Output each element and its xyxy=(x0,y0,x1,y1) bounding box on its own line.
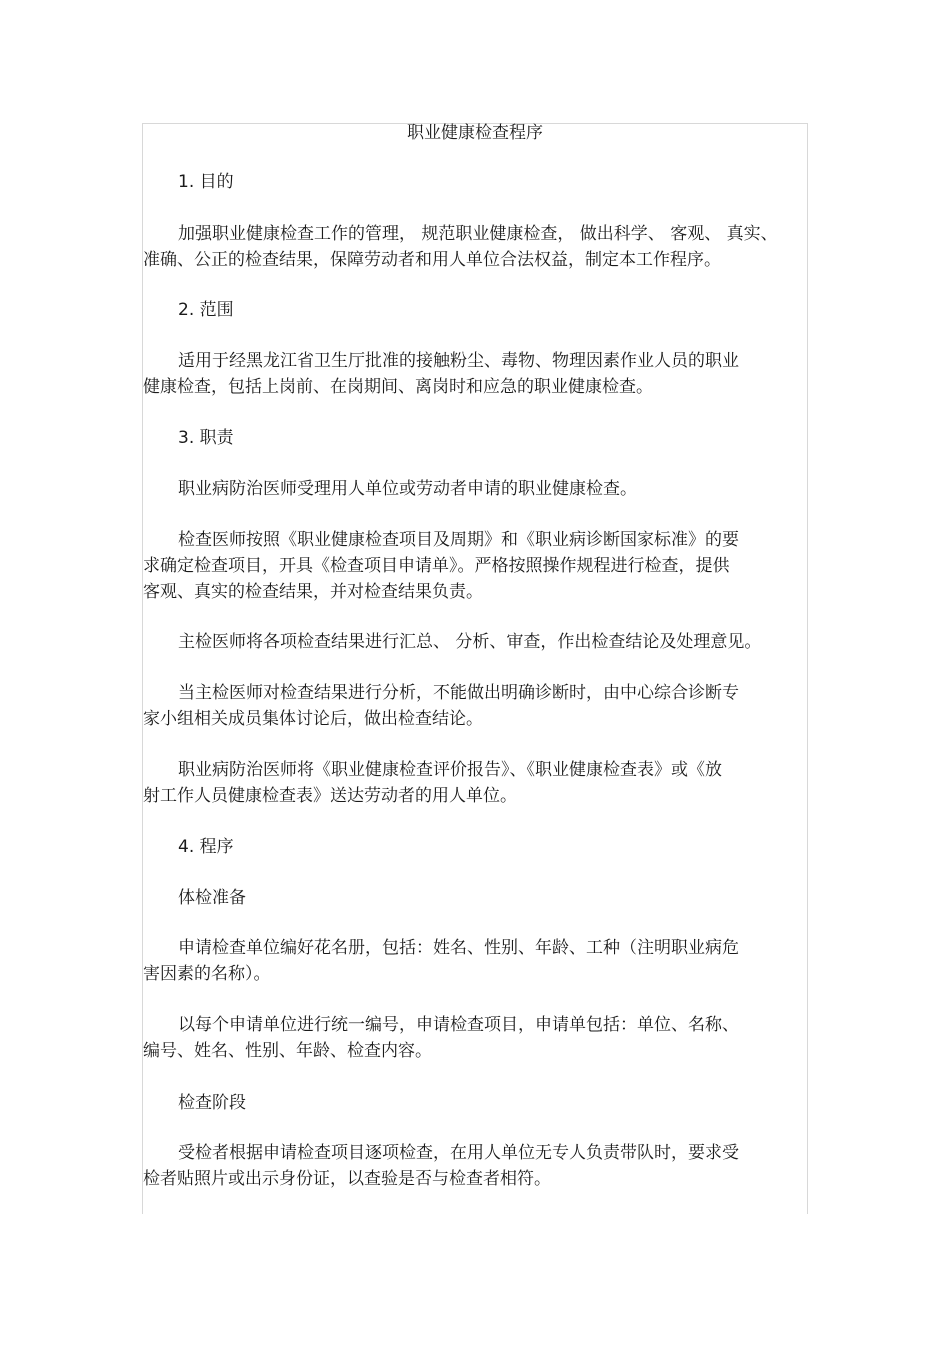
text-line: 申请检查单位编好花名册，包括：姓名、性别、年龄、工种（注明职业病危 xyxy=(178,938,739,958)
text-line: 编号、姓名、性别、年龄、检查内容。 xyxy=(143,1041,432,1061)
section-4-subheading-preparation: 体检准备 xyxy=(178,888,246,908)
text-line: 健康检查，包括上岗前、在岗期间、离岗时和应急的职业健康检查。 xyxy=(143,377,653,397)
text-line: 准确、公正的检查结果，保障劳动者和用人单位合法权益，制定本工作程序。 xyxy=(143,250,721,270)
section-4-subheading-examination: 检查阶段 xyxy=(178,1093,246,1113)
text-line: 射工作人员健康检查表》送达劳动者的用人单位。 xyxy=(143,786,517,806)
section-2-paragraph xyxy=(143,348,813,400)
text-line: 害因素的名称）。 xyxy=(143,964,271,984)
section-1-heading: 1. 目的 xyxy=(178,172,234,192)
section-4-paragraph-3 xyxy=(143,1140,813,1192)
text-line: 职业病防治医师将《职业健康检查评价报告》、《职业健康检查表》或《放 xyxy=(178,760,722,780)
section-1-paragraph xyxy=(143,221,813,273)
section-4-paragraph-2 xyxy=(143,1012,813,1064)
text-line: 受检者根据申请检查项目逐项检查，在用人单位无专人负责带队时，要求受 xyxy=(178,1143,739,1163)
section-4-heading: 4. 程序 xyxy=(178,837,234,857)
text-line: 求确定检查项目，开具《检查项目申请单》。严格按照操作规程进行检查，提供 xyxy=(143,556,730,576)
text-line: 检者贴照片或出示身份证，以查验是否与检查者相符。 xyxy=(143,1169,551,1189)
text-line: 当主检医师对检查结果进行分析，不能做出明确诊断时，由中心综合诊断专 xyxy=(178,683,739,703)
section-3-heading: 3. 职责 xyxy=(178,428,234,448)
text-line: 适用于经黑龙江省卫生厅批准的接触粉尘、毒物、物理因素作业人员的职业 xyxy=(178,351,739,371)
section-4-paragraph-1 xyxy=(143,935,813,987)
section-3-paragraph-2 xyxy=(143,527,813,605)
text-line: 以每个申请单位进行统一编号，申请检查项目，申请单包括：单位、名称、 xyxy=(178,1015,739,1035)
document-title: 职业健康检查程序 xyxy=(407,123,543,143)
section-3-paragraph-4 xyxy=(143,680,813,732)
text-line: 加强职业健康检查工作的管理， 规范职业健康检查， 做出科学、 客观、 真实、 xyxy=(178,224,778,244)
text-line: 家小组相关成员集体讨论后，做出检查结论。 xyxy=(143,709,483,729)
section-3-paragraph-1: 职业病防治医师受理用人单位或劳动者申请的职业健康检查。 xyxy=(178,479,637,499)
section-3-paragraph-3: 主检医师将各项检查结果进行汇总、 分析、审查，作出检查结论及处理意见。 xyxy=(178,632,762,652)
text-line: 检查医师按照《职业健康检查项目及周期》和《职业病诊断国家标准》的要 xyxy=(178,530,739,550)
section-2-heading: 2. 范围 xyxy=(178,300,234,320)
section-3-paragraph-5 xyxy=(143,757,813,809)
text-line: 客观、真实的检查结果，并对检查结果负责。 xyxy=(143,582,483,602)
